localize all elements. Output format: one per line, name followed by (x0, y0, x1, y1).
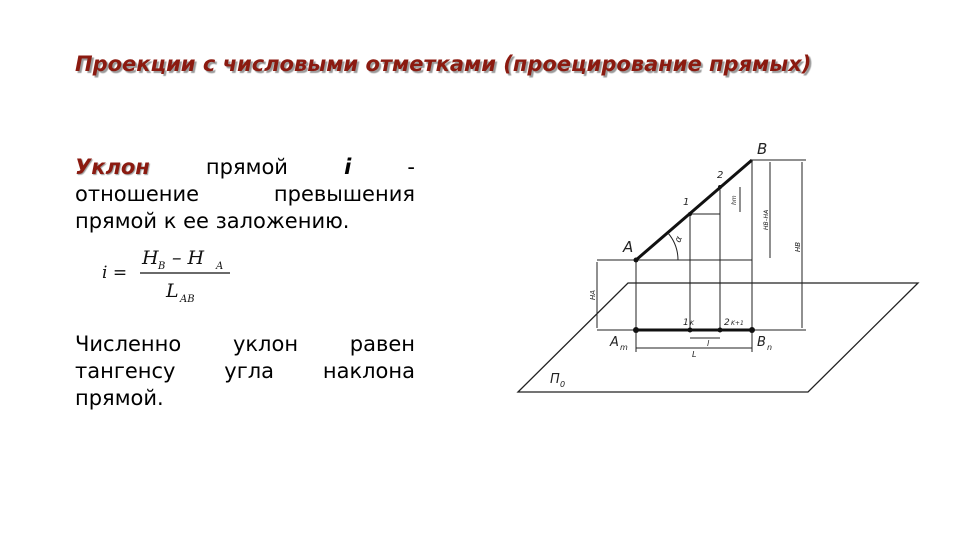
word-line: прямой (205, 155, 288, 179)
slope-tangent-statement (75, 331, 415, 412)
page-title: Проекции с числовыми отметками (проецирование прямых) (75, 52, 812, 76)
slope-formula (100, 242, 240, 304)
formula-h-b: H (142, 247, 159, 269)
label-2k-sub: K+1 (731, 320, 744, 327)
point-1 (688, 212, 692, 216)
label-ha: HA (589, 289, 597, 300)
point-a (634, 258, 639, 263)
slope-term: Уклон (75, 155, 150, 179)
formula-sub-ab: AB (180, 294, 195, 304)
label-plane: П (550, 372, 560, 387)
statement-line-3: прямой. (75, 386, 164, 410)
definition-line-1 (75, 154, 415, 181)
label-1k: 1 (683, 318, 689, 328)
definition-line-3: прямой к ее заложению. (75, 209, 350, 233)
label-1k-sub: K (690, 320, 694, 327)
definition-line-2: отношение превышения (75, 182, 415, 206)
formula-sub-b: B (158, 261, 166, 272)
label-2k: 2 (724, 318, 730, 328)
label-hb: HB (794, 241, 802, 252)
label-am-sub: m (620, 343, 628, 352)
label-hb-minus-ha: HB–HA (763, 209, 770, 230)
label-hm: hm (731, 195, 738, 205)
label-l-small: l (707, 339, 710, 348)
slope-variable: i (344, 155, 352, 179)
definition-dash: - (407, 155, 415, 179)
label-b: B (757, 140, 768, 158)
label-L: L (692, 350, 697, 359)
slope-definition (75, 154, 415, 235)
point-am (633, 327, 639, 333)
label-am: A (610, 335, 619, 350)
point-2k (718, 328, 723, 333)
label-1: 1 (683, 197, 690, 208)
formula-minus-h-a: – H (172, 247, 205, 269)
label-alpha: α (673, 235, 685, 245)
label-plane-sub: 0 (560, 380, 566, 389)
point-2 (718, 185, 722, 189)
label-bn: B (757, 335, 766, 350)
label-2: 2 (717, 170, 724, 181)
point-bn (749, 327, 755, 333)
formula-l: L (166, 280, 179, 302)
statement-line-2: тангенсу угла наклона (75, 359, 415, 383)
point-1k (688, 328, 693, 333)
label-bn-sub: n (767, 343, 773, 352)
formula-lhs: i = (102, 263, 128, 283)
statement-line-1: Численно уклон равен (75, 332, 415, 356)
line-ab (636, 160, 752, 260)
projection-diagram (505, 130, 925, 400)
label-a: A (623, 238, 634, 256)
formula-sub-a: A (216, 261, 224, 272)
